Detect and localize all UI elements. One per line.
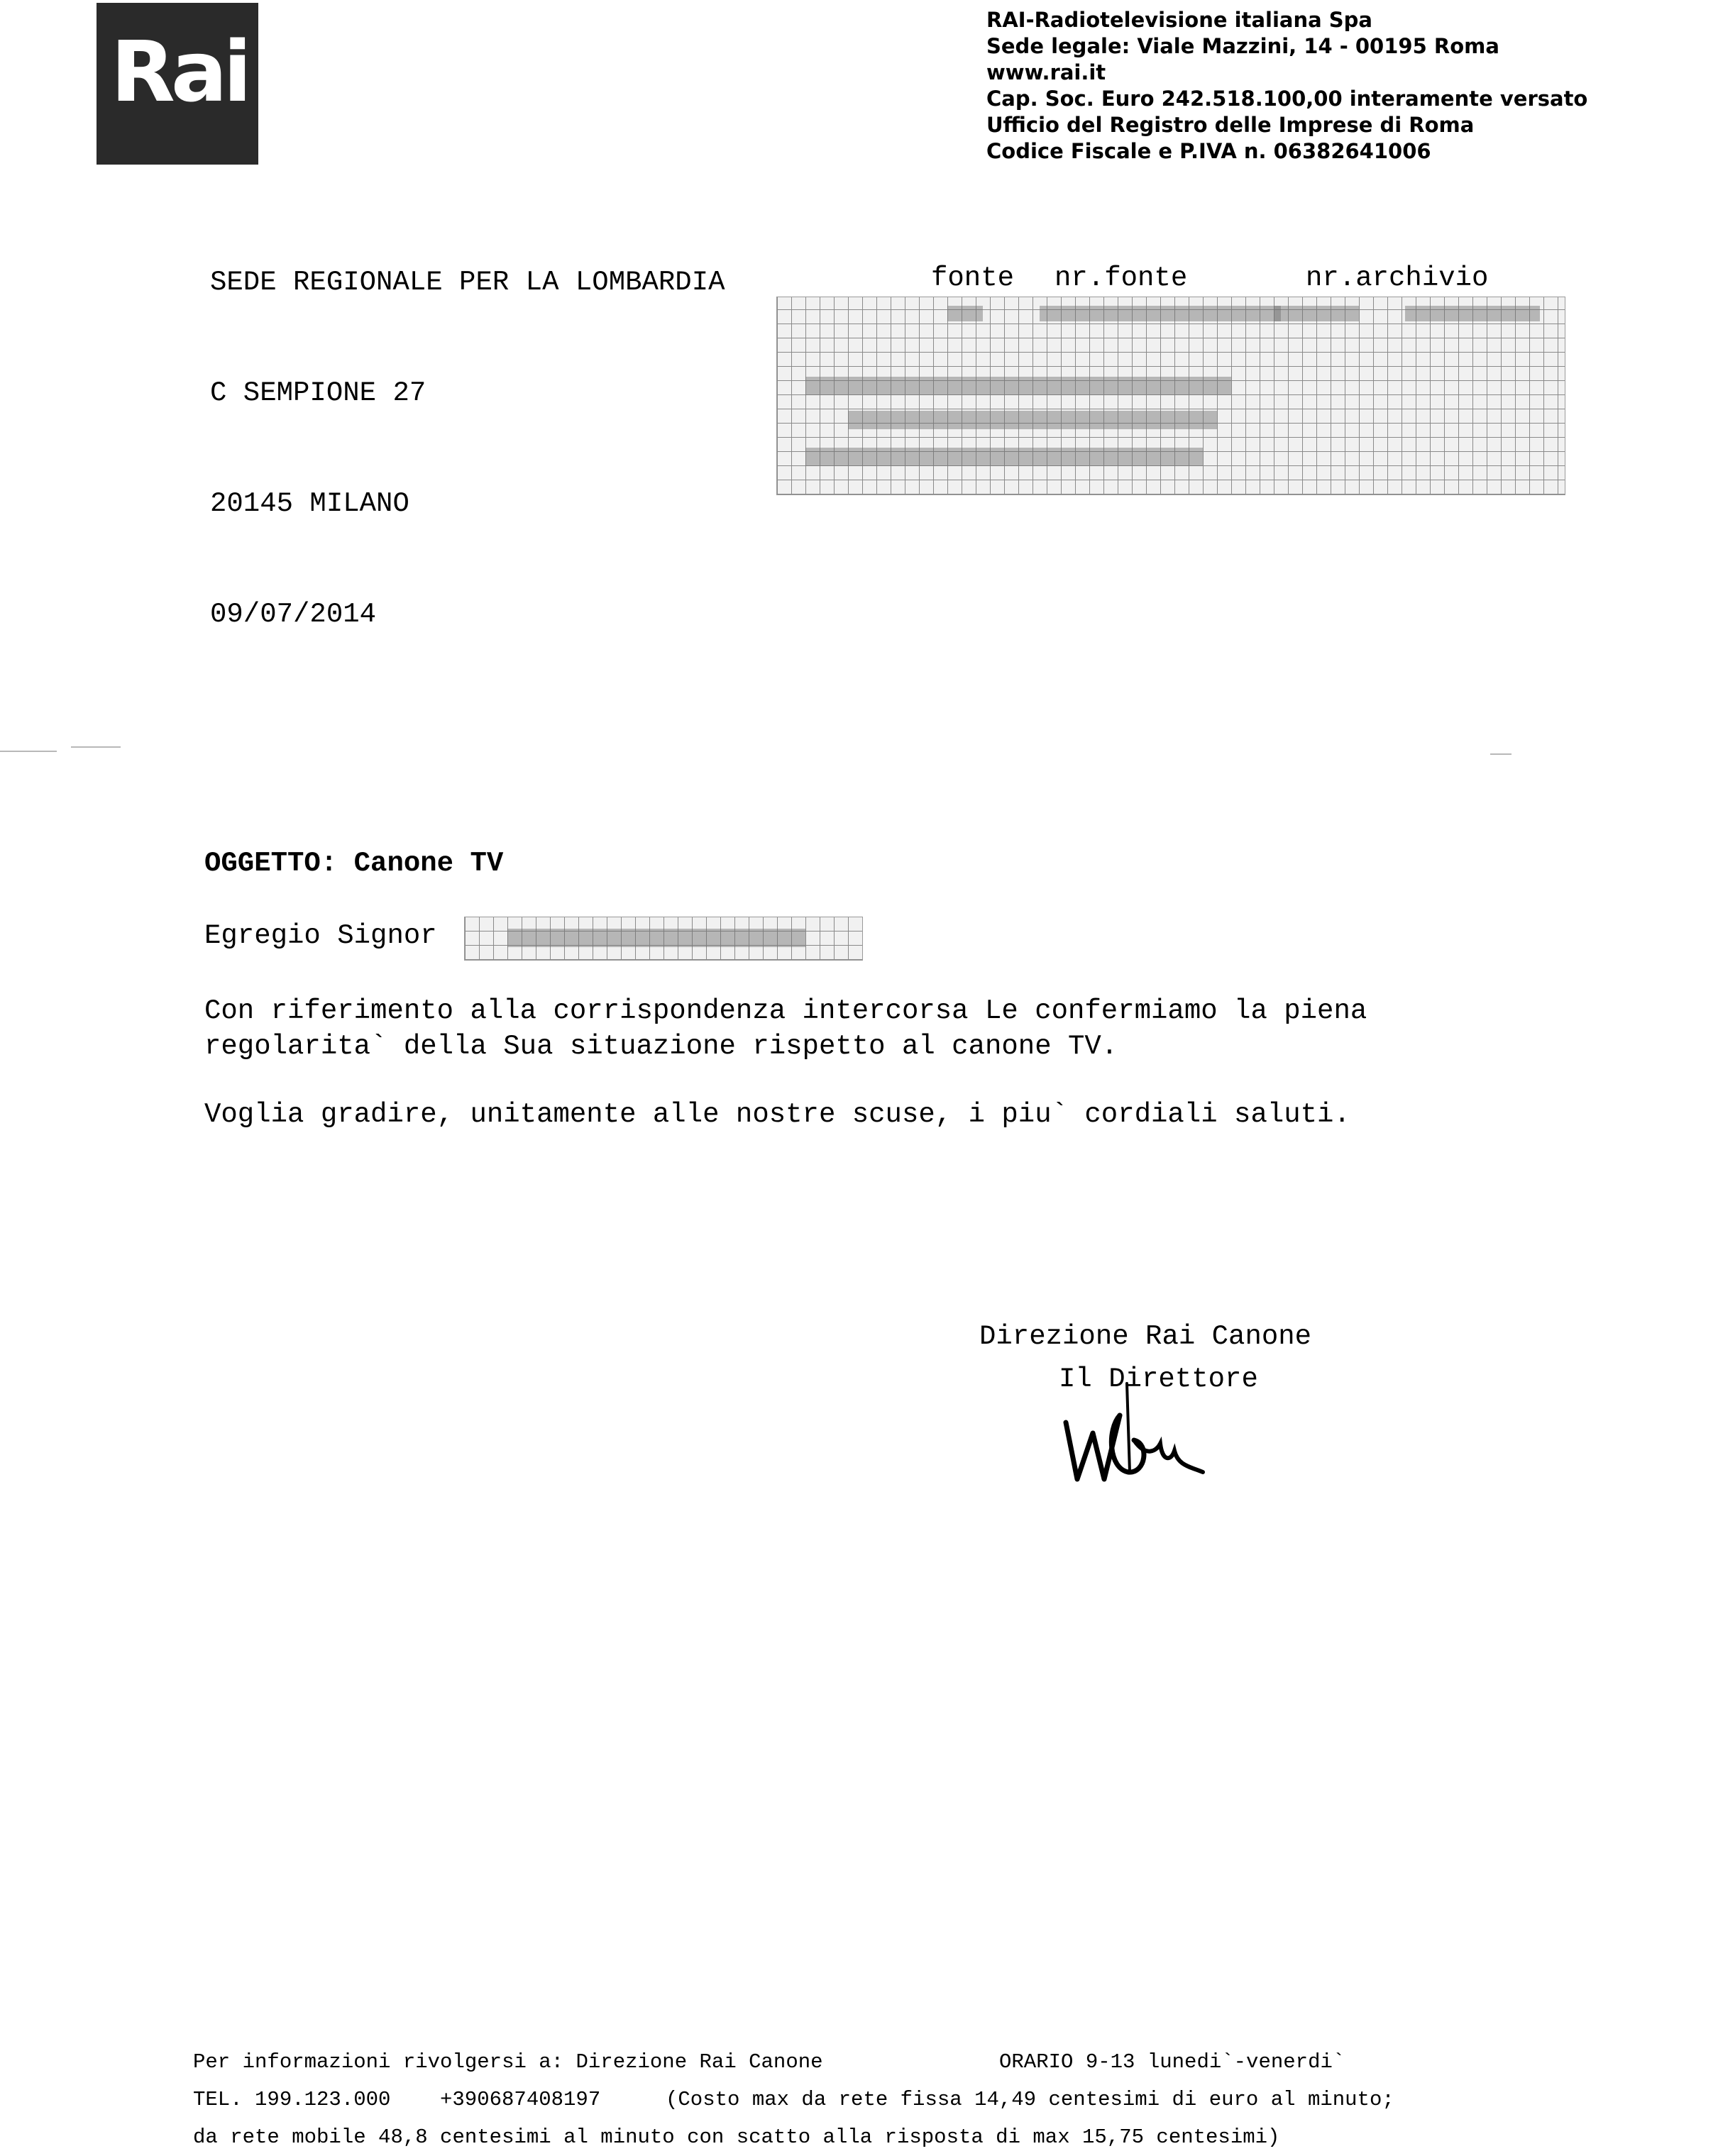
letter-date: 09/07/2014 [210, 599, 377, 630]
company-header [986, 7, 1696, 165]
letter-closing: Voglia gradire, unitamente alle nostre scuse, i piu` cordiali saluti. [204, 1099, 1350, 1130]
redacted-recipient-name [464, 917, 863, 961]
body-line-1: Con riferimento alla corrispondenza intercorsa Le confermiamo la piena [204, 995, 1367, 1027]
signature-department: Direzione Rai Canone [979, 1321, 1312, 1352]
salutation-text: Egregio Signor [204, 920, 437, 951]
nr-archivio-label: nr.archivio [1306, 262, 1489, 294]
scan-artifact [71, 746, 121, 748]
company-legal-seat: Sede legale: Viale Mazzini, 14 - 00195 Roma [986, 34, 1499, 58]
redacted-recipient-block [776, 297, 1565, 495]
footer-hours: ORARIO 9-13 lunedi`-venerdi` [999, 2050, 1345, 2074]
address-city: 20145 MILANO [210, 488, 409, 519]
letter-subject: OGGETTO: Canone TV [204, 848, 504, 879]
footer-cost-mobile: da rete mobile 48,8 centesimi al minuto con scatto alla risposta di max 15,75 centesimi) [193, 2125, 1280, 2149]
company-capital: Cap. Soc. Euro 242.518.100,00 interamente versato [986, 87, 1588, 111]
footer-tel-alt: +390687408197 [440, 2088, 601, 2111]
company-name: RAI-Radiotelevisione italiana Spa [986, 8, 1372, 32]
company-tax-code: Codice Fiscale e P.IVA n. 06382641006 [986, 139, 1431, 163]
body-line-2: regolarita` della Sua situazione rispetto al canone TV. [204, 1031, 1118, 1062]
address-office: SEDE REGIONALE PER LA LOMBARDIA [210, 267, 725, 298]
footer-tel: TEL. 199.123.000 [193, 2088, 391, 2111]
address-street: C SEMPIONE 27 [210, 377, 426, 409]
company-registry: Ufficio del Registro delle Imprese di Roma [986, 113, 1475, 137]
rai-logo-text: Rai [111, 23, 248, 121]
sender-address [210, 190, 725, 670]
nr-fonte-label: nr.fonte [1055, 262, 1188, 294]
signature-title: Il Direttore [1059, 1364, 1258, 1395]
footer-info: Per informazioni rivolgersi a: Direzione Rai Canone [193, 2050, 823, 2074]
rai-logo [97, 3, 258, 165]
salutation [204, 920, 437, 951]
scan-artifact [1490, 753, 1511, 755]
company-website: www.rai.it [986, 60, 1106, 84]
handwritten-signature [1050, 1373, 1206, 1486]
scan-artifact [0, 751, 57, 752]
letter-body [204, 993, 1367, 1064]
footer-cost-fixed: (Costo max da rete fissa 14,49 centesimi di euro al minuto; [666, 2088, 1394, 2111]
fonte-label: fonte [931, 262, 1015, 294]
